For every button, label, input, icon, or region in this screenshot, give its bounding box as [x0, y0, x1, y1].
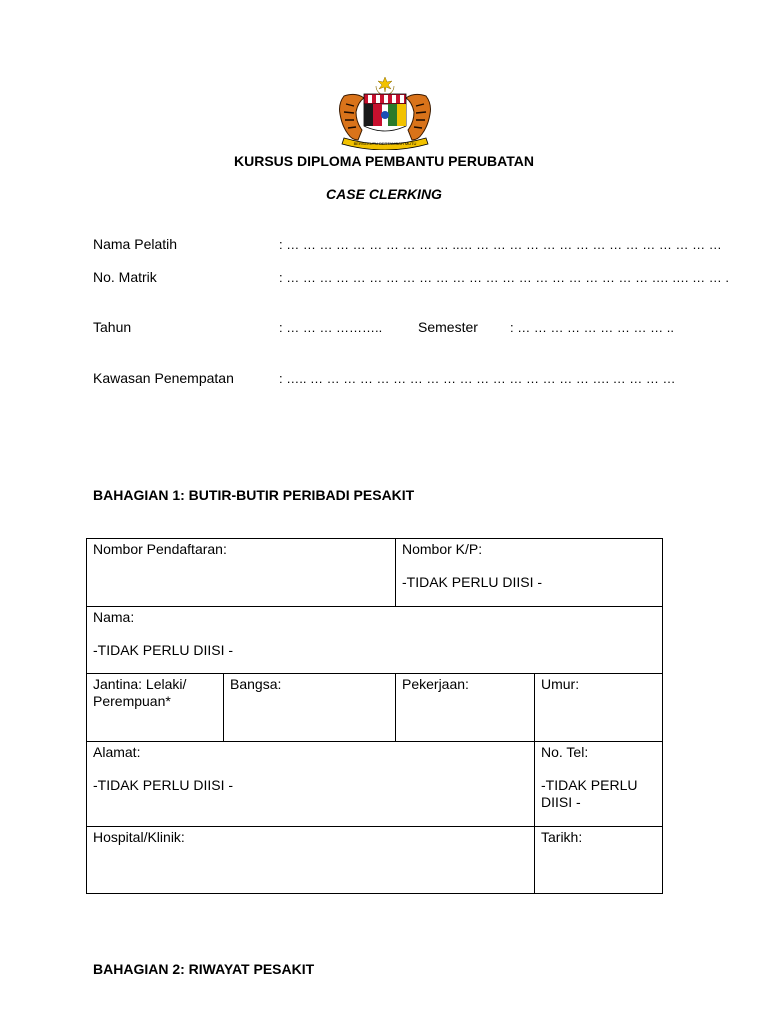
- alamat-note: -TIDAK PERLU DIISI -: [93, 777, 234, 793]
- hospital-cell[interactable]: [86, 826, 535, 894]
- tahun-label: Tahun: [93, 319, 132, 335]
- nama-note: -TIDAK PERLU DIISI -: [93, 642, 234, 658]
- no-tel-note-2: DIISI -: [541, 794, 581, 810]
- jantina-label-2: Perempuan*: [93, 693, 171, 709]
- section-2-heading: BAHAGIAN 2: RIWAYAT PESAKIT: [93, 961, 315, 977]
- no-matrik-field[interactable]: : … … … … … … … … … … … … … … … … … … … … … … …. …. … … .: [279, 270, 729, 285]
- nombor-kp-note: -TIDAK PERLU DIISI -: [402, 574, 543, 590]
- pekerjaan-label: Pekerjaan:: [402, 676, 469, 692]
- bangsa-cell[interactable]: [223, 673, 396, 742]
- tarikh-label: Tarikh:: [541, 829, 583, 845]
- semester-label: Semester: [418, 319, 478, 335]
- bangsa-label: Bangsa:: [230, 676, 282, 692]
- kawasan-penempatan-field[interactable]: : ….. … … … … … … … … … … … … … … … … … …. … … … …: [279, 371, 676, 386]
- nombor-pendaftaran-label: Nombor Pendaftaran:: [93, 541, 227, 557]
- nama-pelatih-label: Nama Pelatih: [93, 236, 178, 252]
- nombor-kp-cell[interactable]: [395, 538, 663, 607]
- semester-field[interactable]: : … … … … … … … … … ..: [510, 320, 674, 335]
- kawasan-penempatan-label: Kawasan Penempatan: [93, 370, 234, 386]
- jantina-cell[interactable]: [86, 673, 224, 742]
- pekerjaan-cell[interactable]: [395, 673, 535, 742]
- coat-of-arms-logo: [330, 76, 440, 150]
- section-1-heading: BAHAGIAN 1: BUTIR-BUTIR PERIBADI PESAKIT: [93, 487, 415, 503]
- jantina-label: Jantina: Lelaki/: [93, 676, 187, 692]
- nama-pelatih-field[interactable]: : … … … … … … … … … … ..… … … … … … … … … … … … … … … …: [279, 237, 722, 252]
- tarikh-cell[interactable]: [534, 826, 663, 894]
- alamat-cell[interactable]: [86, 741, 535, 827]
- nama-cell[interactable]: [86, 606, 663, 674]
- alamat-label: Alamat:: [93, 744, 141, 760]
- document-subtitle: CASE CLERKING: [326, 186, 442, 202]
- no-matrik-label: No. Matrik: [93, 269, 157, 285]
- umur-label: Umur:: [541, 676, 580, 692]
- no-tel-label: No. Tel:: [541, 744, 589, 760]
- nombor-pendaftaran-cell[interactable]: [86, 538, 396, 607]
- hospital-label: Hospital/Klinik:: [93, 829, 185, 845]
- document-title: KURSUS DIPLOMA PEMBANTU PERUBATAN: [234, 153, 534, 169]
- tahun-field[interactable]: : … … … ………..: [279, 320, 383, 335]
- svg-text:BERSEKUTU BERTAMBAH MUTU: BERSEKUTU BERTAMBAH MUTU: [353, 141, 417, 146]
- nama-label: Nama:: [93, 609, 135, 625]
- nombor-kp-label: Nombor K/P:: [402, 541, 483, 557]
- no-tel-cell[interactable]: [534, 741, 663, 827]
- no-tel-note: -TIDAK PERLU: [541, 777, 638, 793]
- umur-cell[interactable]: [534, 673, 663, 742]
